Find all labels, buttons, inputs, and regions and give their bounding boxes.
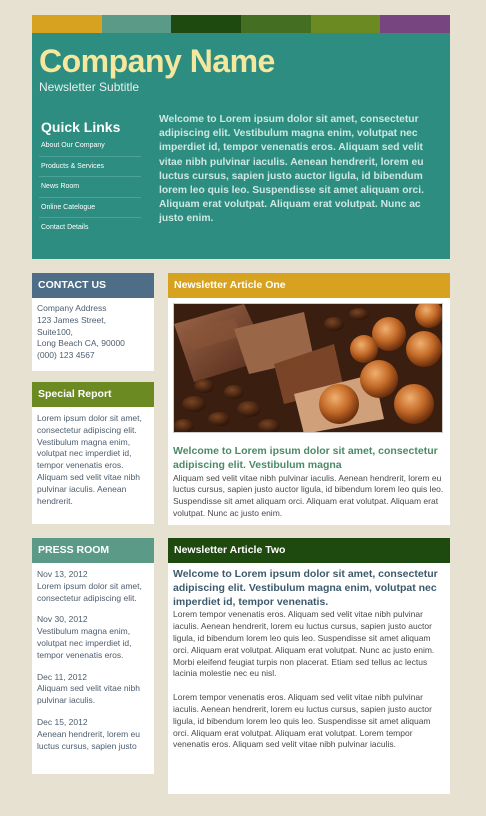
- article-two-box: [168, 538, 450, 794]
- chocolate-coffee-photo: [173, 303, 443, 433]
- article-one-header: Newsletter Article One: [168, 273, 450, 298]
- stripe-gold: [32, 15, 102, 33]
- press-text: Aliquam sed velit vitae nibh pulvinar iaculis.: [37, 683, 141, 706]
- article-one-box: [168, 273, 450, 525]
- newsletter-header: [32, 33, 450, 259]
- press-entry: [37, 569, 149, 604]
- article-one-headline: Welcome to Lorem ipsum dolor sit amet, consectetur adipiscing elit. Vestibulum magna: [173, 445, 438, 471]
- quick-link-about[interactable]: About Our Company: [39, 136, 141, 157]
- article-two-paragraph: Lorem tempor venenatis eros. Aliquam sed velit vitae nibh pulvinar iaculis. Aenean hendrerit, lorem eu luctus cursus, sapien justo auctor ligula, id bibendum lorem leo quis leo. Suspendisse sit amet aliquam orci. Aliquam erat volutpat. Aliquam erat volutpat. Lorem tempor venenatis eros. Aliquam sed velit vitae nibh pulvinar iaculis.: [173, 692, 432, 750]
- quick-link-catalogue[interactable]: Online Catelogue: [39, 198, 141, 219]
- article-two-headline: Welcome to Lorem ipsum dolor sit amet, consectetur adipiscing elit. Vestibulum magna enim, volutpat nec imperdiet id, tempor venenatis.: [173, 568, 438, 608]
- article-two-header: Newsletter Article Two: [168, 538, 450, 563]
- color-stripe-bar: [32, 15, 450, 33]
- contact-line: Long Beach CA, 90000: [37, 338, 125, 349]
- contact-details: [32, 298, 154, 362]
- press-room-box: [32, 538, 154, 774]
- special-report-text: Lorem ipsum dolor sit amet, consectetur adipiscing elit. Vestibulum magna enim, volutpat nec imperdiet id, tempor venenatis eros. Aliquam sed velit vitae nibh pulvinar iaculis. Aenean hendrerit.: [37, 413, 142, 506]
- press-entry: [37, 614, 149, 661]
- press-date: Dec 11, 2012: [37, 671, 87, 682]
- special-report-header: Special Report: [32, 382, 154, 407]
- contact-header: CONTACT US: [32, 273, 154, 298]
- quick-link-products[interactable]: Products & Services: [39, 157, 141, 178]
- newsletter-subtitle: Newsletter Subtitle: [39, 80, 140, 94]
- stripe-olive: [311, 15, 381, 33]
- article-one-body: Aliquam sed velit vitae nibh pulvinar iaculis. Aenean hendrerit, lorem eu luctus cursus, sapien justo auctor ligula, id bibendum lorem leo quis leo. Suspendisse sit amet aliquam orci. Aliquam erat volutpat. Aliquam erat volutpat. Nunc ac justo enim.: [173, 472, 444, 518]
- article-one-content: [173, 445, 445, 520]
- press-entry: [37, 717, 149, 752]
- press-entry: [37, 672, 149, 707]
- quick-links-title: Quick Links: [41, 119, 121, 135]
- press-room-entries: [32, 563, 154, 752]
- contact-line: Suite100,: [37, 326, 73, 337]
- article-two-paragraph: Lorem tempor venenatis eros. Aliquam sed velit vitae nibh pulvinar iaculis. Aenean hendrerit, lorem eu luctus cursus, sapien justo auctor ligula, id bibendum lorem leo quis leo. Suspendisse sit amet aliquam orci. Aliquam erat volutpat. Aliquam erat volutpat. Nunc ac justo enim. Morbi eleifend feugiat turpis non placerat. Etiam sed tellus ac lectus lacinia molestie nec eu nisl.: [173, 609, 435, 679]
- stripe-purple: [380, 15, 450, 33]
- contact-box: [32, 273, 154, 371]
- welcome-text: Welcome to Lorem ipsum dolor sit amet, consectetur adipiscing elit. Vestibulum magna enim, volutpat nec imperdiet id, tempor venenatis eros. Aliquam sed velit vitae nibh pulvinar iaculis. Aenean hendrerit, lorem eu luctus cursus, sapien justo auctor ligula, id bibendum lorem leo quis leo. Suspendisse sit amet aliquam orci. Aliquam erat volutpat. Aliquam erat volutpat. Nunc ac justo enim.: [159, 114, 424, 225]
- press-date: Dec 15, 2012: [37, 716, 88, 727]
- company-name: Company Name: [39, 43, 275, 79]
- quick-link-contact[interactable]: Contact Details: [41, 224, 89, 231]
- contact-line: (000) 123 4567: [37, 350, 95, 361]
- press-date: Nov 30, 2012: [37, 614, 88, 625]
- contact-line: Company Address: [37, 303, 107, 313]
- press-text: Lorem ipsum dolor sit amet, consectetur adipiscing elit.: [37, 580, 142, 603]
- press-text: Vestibulum magna enim, volutpat nec imperdiet id, tempor venenatis eros.: [37, 626, 132, 660]
- stripe-teal: [102, 15, 172, 33]
- special-report-box: [32, 382, 154, 524]
- press-text: Aenean hendrerit, lorem eu luctus cursus, sapien justo: [37, 728, 141, 751]
- press-date: Nov 13, 2012: [37, 569, 88, 579]
- contact-line: 123 James Street,: [37, 314, 106, 325]
- chocolate-coffee-photo-icon: [174, 304, 443, 433]
- article-two-content: [173, 568, 445, 751]
- press-room-header: PRESS ROOM: [32, 538, 154, 563]
- quick-link-news-room[interactable]: News Room: [39, 177, 141, 198]
- stripe-dark-green: [171, 15, 241, 33]
- stripe-green: [241, 15, 311, 33]
- quick-links-list: [39, 136, 141, 239]
